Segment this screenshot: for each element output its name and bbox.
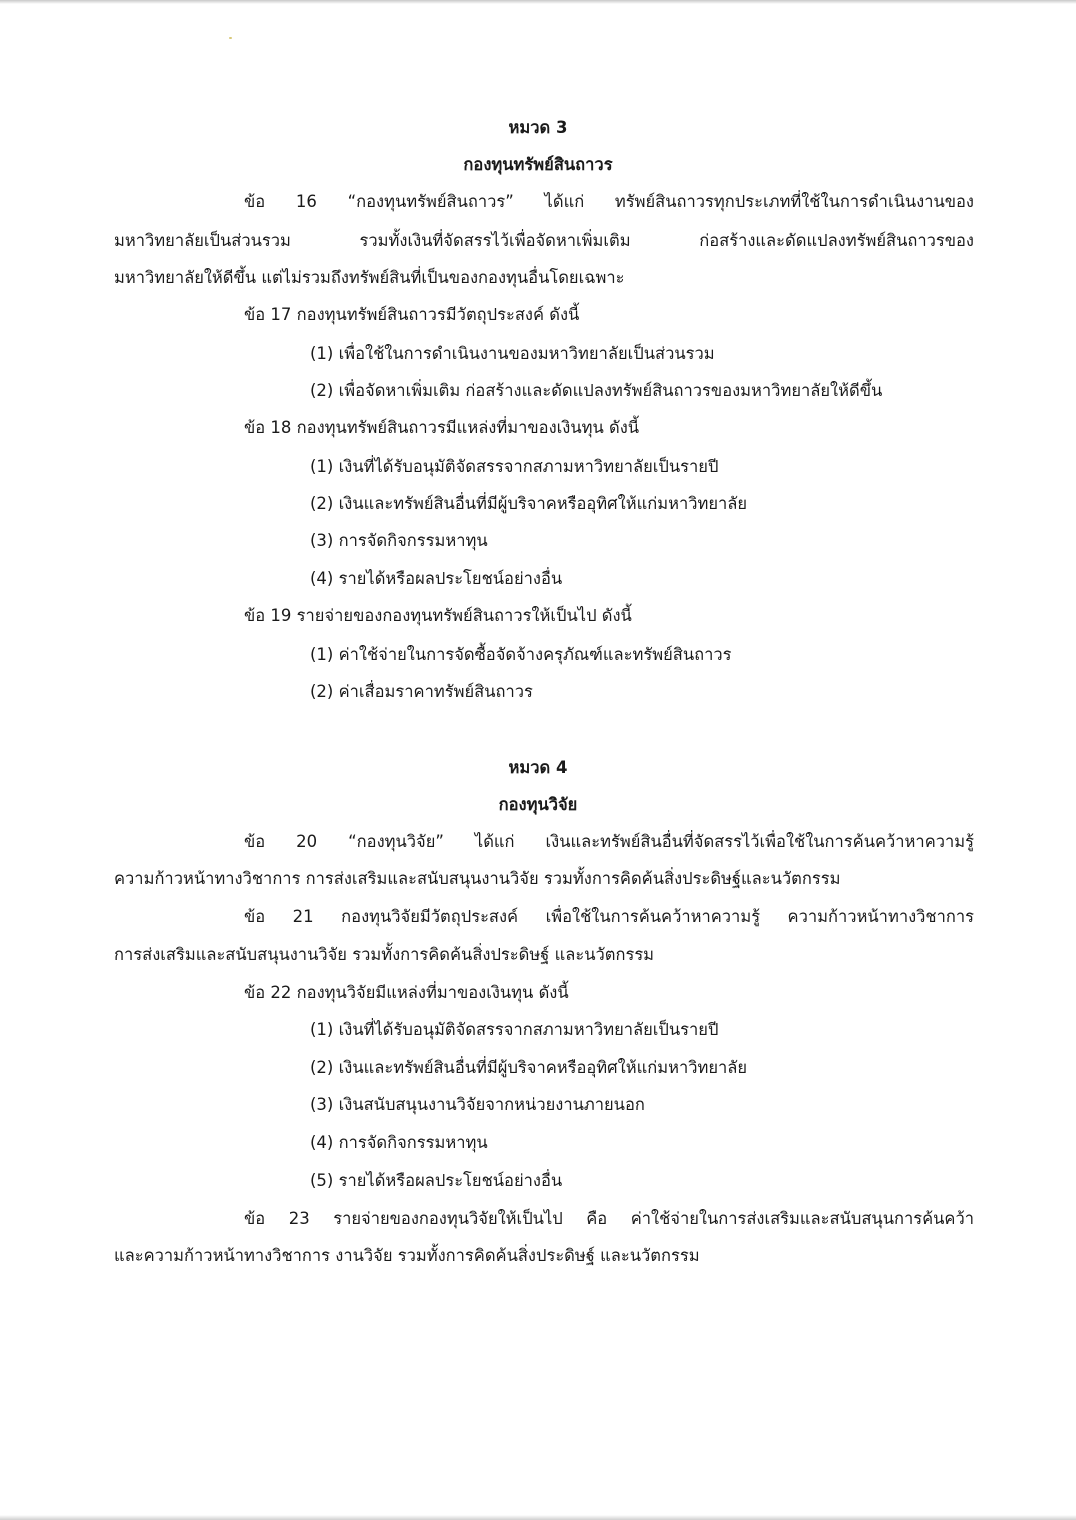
article-16-line-1: ข้อ 16 “กองทุนทรัพย์สินถาวร” ได้แก่ ทรัพย์สินถาวรทุกประเภทที่ใช้ในการดำเนินงานของ [244,192,974,211]
article-22-item-5: (5) รายได้หรือผลประโยชน์อย่างอื่น [310,1171,563,1190]
article-17-item-2: (2) เพื่อจัดหาเพิ่มเติม ก่อสร้างและดัดแปลงทรัพย์สินถาวรของมหาวิทยาลัยให้ดีขึ้น [310,381,883,400]
chapter-3-title: กองทุนทรัพย์สินถาวร [463,155,613,174]
scan-speck [229,37,232,39]
article-20-line-2: ความก้าวหน้าทางวิชาการ การส่งเสริมและสนับสนุนงานวิจัย รวมทั้งการคิดค้นสิ่งประดิษฐ์และนวัตกรรม [114,869,841,888]
article-19-item-1: (1) ค่าใช้จ่ายในการจัดซื้อจัดจ้างครุภัณฑ์และทรัพย์สินถาวร [310,645,732,664]
article-22-lead: ข้อ 22 กองทุนวิจัยมีแหล่งที่มาของเงินทุน ดังนี้ [244,983,569,1002]
article-16-line-3: มหาวิทยาลัยให้ดีขึ้น แต่ไม่รวมถึงทรัพย์สินที่เป็นของกองทุนอื่นโดยเฉพาะ [114,268,625,287]
chapter-3-heading: หมวด 3 [508,118,568,137]
article-18-item-1: (1) เงินที่ได้รับอนุมัติจัดสรรจากสภามหาวิทยาลัยเป็นรายปี [310,457,719,476]
article-19-item-2: (2) ค่าเสื่อมราคาทรัพย์สินถาวร [310,682,533,701]
article-23-line-2: และความก้าวหน้าทางวิชาการ งานวิจัย รวมทั้งการคิดค้นสิ่งประดิษฐ์ และนวัตกรรม [114,1246,700,1265]
article-20-line-1: ข้อ 20 “กองทุนวิจัย” ได้แก่ เงินและทรัพย์สินอื่นที่จัดสรรไว้เพื่อใช้ในการค้นคว้าหาความรู้ [244,832,974,851]
scan-edge-top [0,0,1076,4]
article-19-lead: ข้อ 19 รายจ่ายของกองทุนทรัพย์สินถาวรให้เป็นไป ดังนี้ [244,606,632,625]
article-17-lead: ข้อ 17 กองทุนทรัพย์สินถาวรมีวัตถุประสงค์ ดังนี้ [244,305,580,324]
article-21-line-1: ข้อ 21 กองทุนวิจัยมีวัตถุประสงค์ เพื่อใช้ในการค้นคว้าหาความรู้ ความก้าวหน้าทางวิชาการ [244,907,974,926]
chapter-4-title: กองทุนวิจัย [498,795,578,814]
article-22-item-4: (4) การจัดกิจกรรมหาทุน [310,1133,488,1152]
article-18-item-3: (3) การจัดกิจกรรมหาทุน [310,531,488,550]
scan-edge-bottom [0,1515,1076,1520]
article-18-item-2: (2) เงินและทรัพย์สินอื่นที่มีผู้บริจาคหรืออุทิศให้แก่มหาวิทยาลัย [310,494,748,513]
article-17-item-1: (1) เพื่อใช้ในการดำเนินงานของมหาวิทยาลัยเป็นส่วนรวม [310,344,715,363]
article-23-line-1: ข้อ 23 รายจ่ายของกองทุนวิจัยให้เป็นไป คือ ค่าใช้จ่ายในการส่งเสริมและสนับสนุนการค้นคว้า [244,1209,974,1228]
article-18-item-4: (4) รายได้หรือผลประโยชน์อย่างอื่น [310,569,563,588]
article-21-line-2: การส่งเสริมและสนับสนุนงานวิจัย รวมทั้งการคิดค้นสิ่งประดิษฐ์ และนวัตกรรม [114,945,655,964]
article-16-line-2: มหาวิทยาลัยเป็นส่วนรวม รวมทั้งเงินที่จัดสรรไว้เพื่อจัดหาเพิ่มเติม ก่อสร้างและดัดแปลงทรัพย์สินถาวรของ [114,231,974,250]
article-22-item-2: (2) เงินและทรัพย์สินอื่นที่มีผู้บริจาคหรืออุทิศให้แก่มหาวิทยาลัย [310,1058,748,1077]
article-18-lead: ข้อ 18 กองทุนทรัพย์สินถาวรมีแหล่งที่มาของเงินทุน ดังนี้ [244,418,640,437]
article-22-item-1: (1) เงินที่ได้รับอนุมัติจัดสรรจากสภามหาวิทยาลัยเป็นรายปี [310,1020,719,1039]
article-22-item-3: (3) เงินสนับสนุนงานวิจัยจากหน่วยงานภายนอก [310,1095,645,1114]
chapter-4-heading: หมวด 4 [508,758,568,777]
